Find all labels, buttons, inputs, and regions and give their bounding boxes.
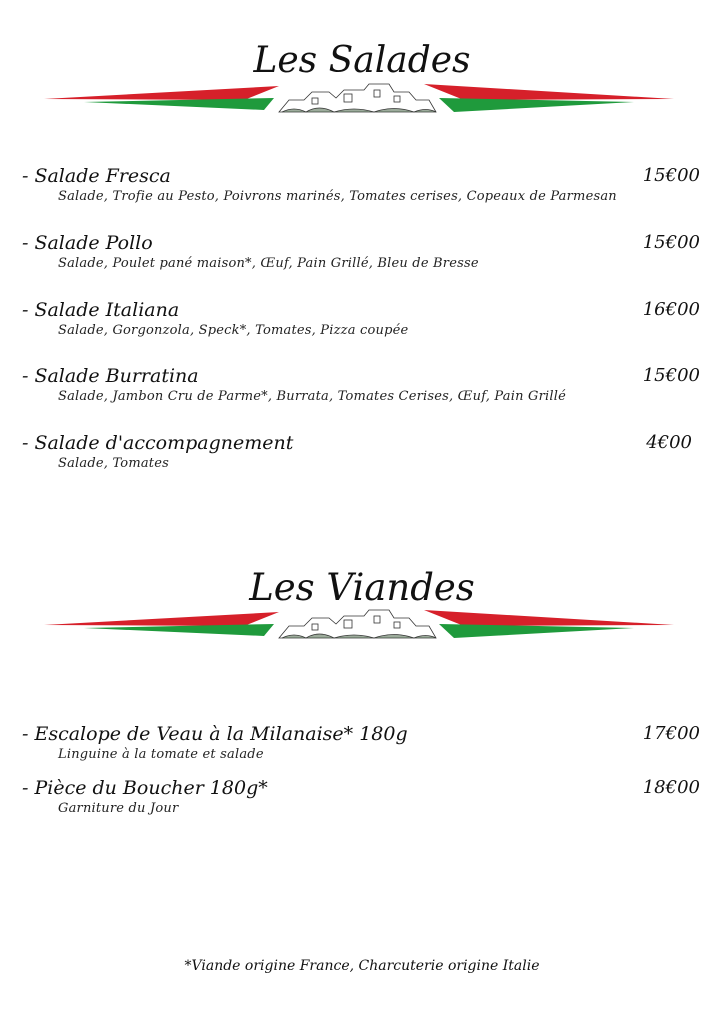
menu-item (22, 165, 702, 204)
item-description: Linguine à la tomate et salade (58, 747, 264, 762)
item-description: Salade, Gorgonzola, Speck*, Tomates, Pizza coupée (58, 323, 409, 338)
item-price: 15€00 (642, 165, 700, 186)
item-name: - Salade Pollo (22, 232, 153, 254)
item-name: - Pièce du Boucher 180g* (22, 777, 268, 799)
item-description: Salade, Poulet pané maison*, Œuf, Pain Grillé, Bleu de Bresse (58, 256, 479, 271)
menu-item (22, 723, 702, 762)
footnote: *Viande origine France, Charcuterie origine Italie (184, 958, 540, 974)
item-name: - Salade Burratina (22, 365, 199, 387)
item-description: Salade, Trofie au Pesto, Poivrons marinés, Tomates cerises, Copeaux de Parmesan (58, 189, 617, 204)
item-price: 18€00 (642, 777, 700, 798)
item-name: - Escalope de Veau à la Milanaise* 180g (22, 723, 408, 745)
item-price: 15€00 (642, 232, 700, 253)
item-name: - Salade Italiana (22, 299, 180, 321)
menu-item (22, 777, 702, 816)
menu-item (22, 432, 702, 471)
menu-item (22, 232, 702, 271)
item-price: 16€00 (642, 299, 700, 320)
menu-item (22, 299, 702, 338)
item-price: 15€00 (642, 365, 700, 386)
item-price: 4€00 (646, 432, 692, 453)
item-name: - Salade Fresca (22, 165, 171, 187)
item-description: Salade, Tomates (58, 456, 169, 471)
item-description: Salade, Jambon Cru de Parme*, Burrata, Tomates Cerises, Œuf, Pain Grillé (58, 389, 566, 404)
italian-flag-banner (44, 606, 674, 646)
item-price: 17€00 (642, 723, 700, 744)
item-description: Garniture du Jour (58, 801, 179, 816)
italian-flag-banner (44, 80, 674, 120)
village-sketch-icon (279, 84, 436, 112)
village-sketch-icon (279, 610, 436, 638)
item-name: - Salade d'accompagnement (22, 432, 294, 454)
section-title-salades: Les Salades (253, 40, 471, 81)
menu-item (22, 365, 702, 404)
section-title-viandes: Les Viandes (249, 566, 475, 609)
